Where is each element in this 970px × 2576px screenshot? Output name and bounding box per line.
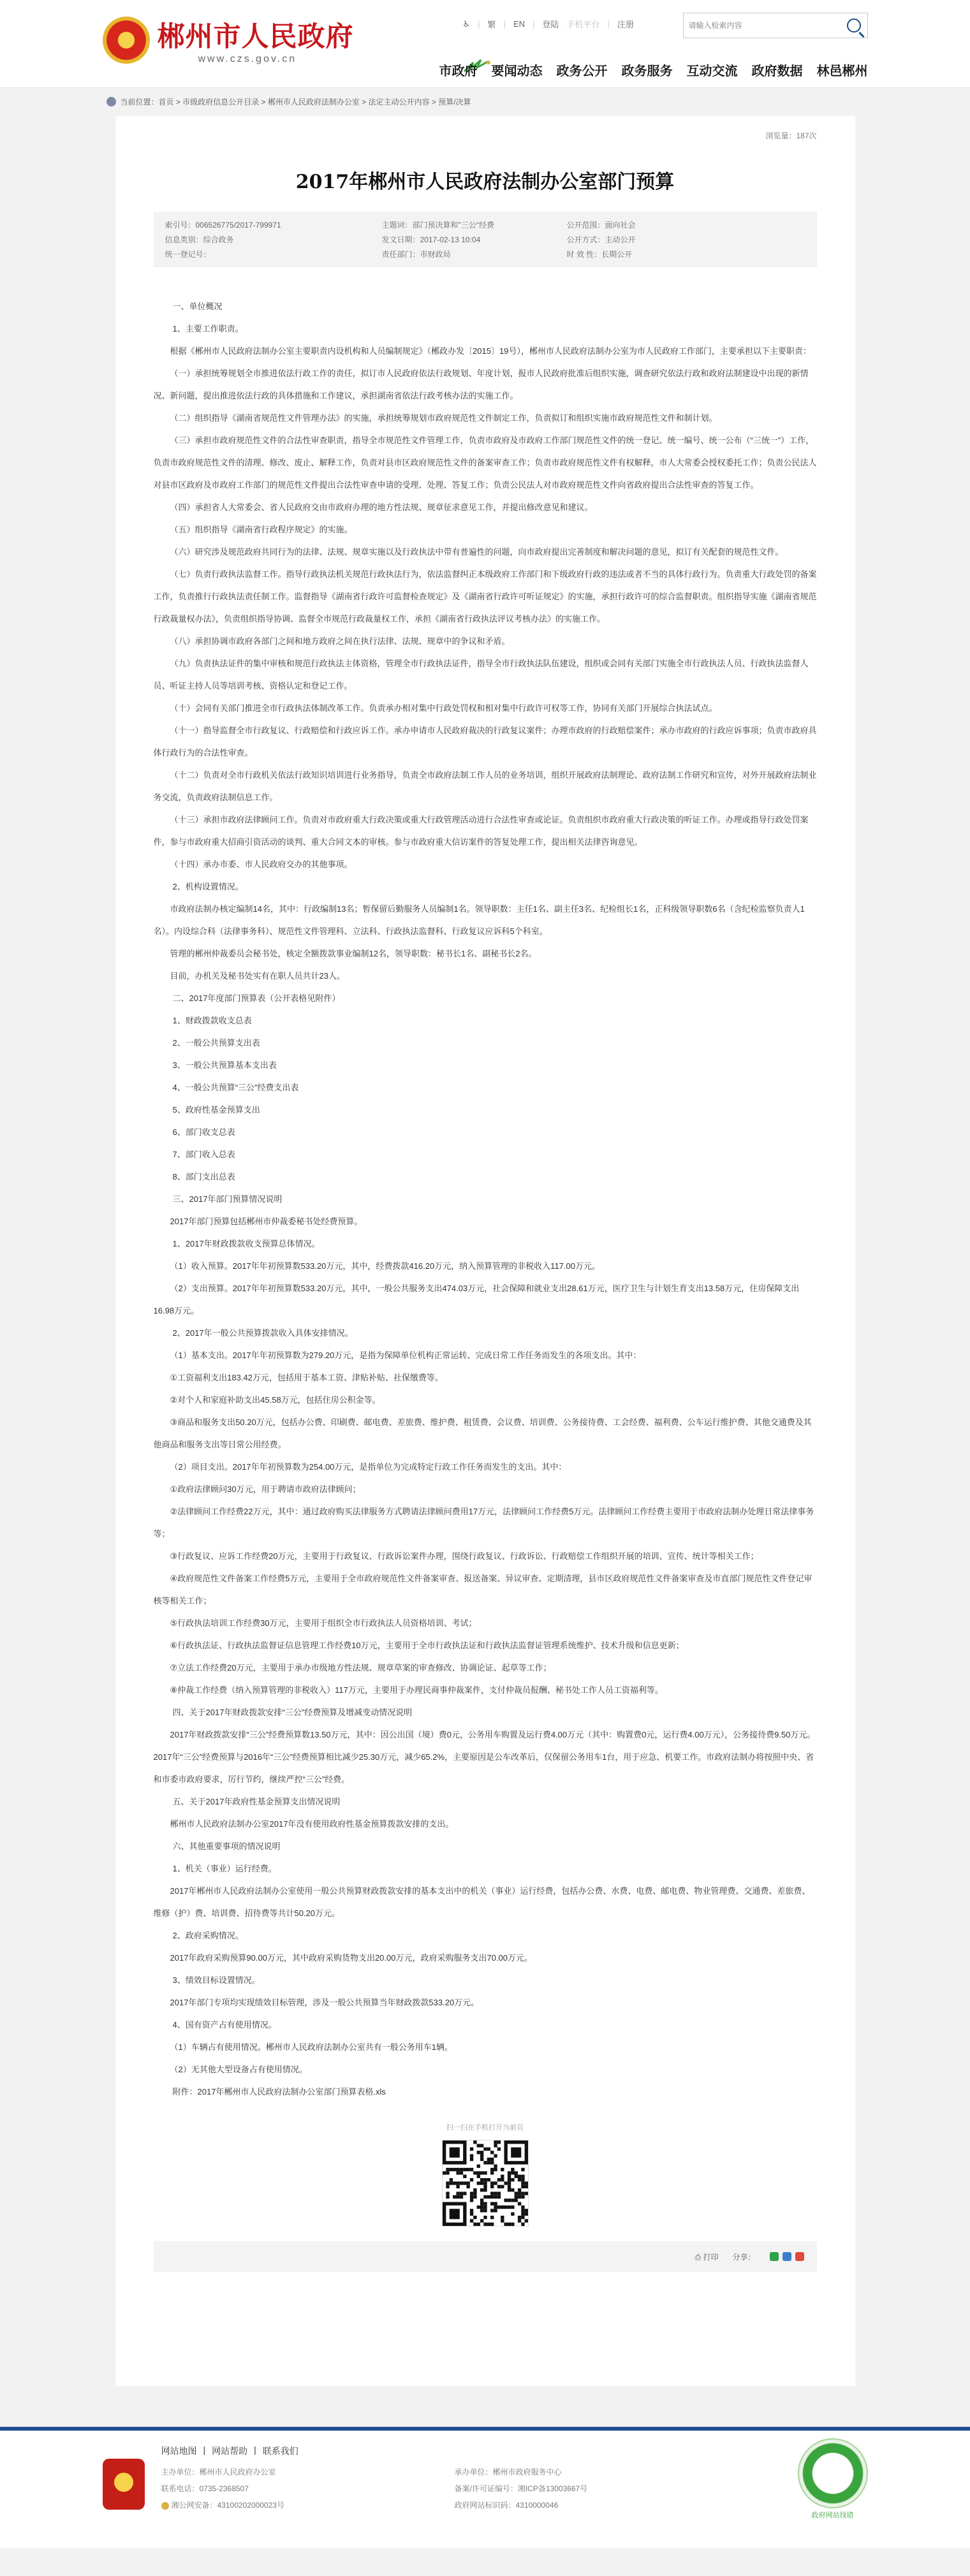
body-paragraph: 2、政府采购情况。 bbox=[172, 1931, 244, 1940]
site-footer bbox=[0, 2427, 970, 2548]
body-paragraph: 郴州市人民政府法制办公室2017年没有使用政府性基金预算拨款安排的支出。 bbox=[170, 1819, 454, 1829]
body-paragraph: 6、部门收支总表 bbox=[172, 1127, 235, 1137]
main-nav bbox=[439, 61, 868, 79]
body-paragraph: 一、单位概况 bbox=[172, 302, 223, 311]
body-paragraph: （十四）承办市委、市人民政府交办的其他事项。 bbox=[170, 860, 353, 869]
attachment-link[interactable]: 附件：2017年郴州市人民政府法制办公室部门预算表格.xls bbox=[172, 2087, 386, 2097]
body-paragraph: ②对个人和家庭补助支出45.58万元，包括住房公积金等。 bbox=[170, 1395, 381, 1405]
wechat-share-icon[interactable] bbox=[770, 2252, 779, 2261]
body-paragraph: （一）承担统筹规划全市推进依法行政工作的责任，拟订市人民政府依法行政规划、年度计划，报市人民政府批准后组织实施，调查研究依法行政和政府法制建设中出现的新情况、新问题，提出推进依法行政的具体措施和工作建议，承担湖南省依法行政考核办法的实施工作。 bbox=[153, 369, 809, 400]
footer-site-code: 政府网站标识码：4310000046 bbox=[454, 2501, 559, 2510]
footer-police-record[interactable]: 湘公网安备：43100202000023号 bbox=[171, 2501, 284, 2510]
body-paragraph: 1、机关（事业）运行经费。 bbox=[172, 1864, 277, 1873]
nav-item-data[interactable]: 政府数据 bbox=[751, 64, 803, 78]
body-paragraph: （十一）指导监督全市行政复议、行政赔偿和行政应诉工作。承办申请市人民政府裁决的行政复议案件；办理市政府的行政赔偿案件；承办市政府的行政应诉事项；负责市政府具体行政行为的合法性审查。 bbox=[153, 726, 817, 757]
body-paragraph: 目前，办机关及秘书处实有在职人员共计23人。 bbox=[170, 971, 345, 981]
body-paragraph: 管理的郴州仲裁委员会秘书处，核定全额拨款事业编制12名，领导职数：秘书长1名、副秘书长2名。 bbox=[170, 949, 537, 958]
body-paragraph: 2、2017年一般公共预算拨款收入具体安排情况。 bbox=[172, 1328, 353, 1338]
body-paragraph: （四）承担省人大常委会、省人民政府交由市政府办理的地方性法规、规章征求意见工作，并提出修改意见和建议。 bbox=[170, 502, 593, 512]
qr-section bbox=[154, 2122, 817, 2228]
body-paragraph: 二、2017年度部门预算表（公开表格见附件） bbox=[172, 993, 341, 1003]
footer-host: 主办单位：郴州市人民政府办公室 bbox=[161, 2468, 276, 2477]
breadcrumb bbox=[103, 88, 868, 116]
accessibility-icon[interactable]: ♿ bbox=[462, 18, 471, 29]
body-paragraph: 六、其他重要事项的情况说明 bbox=[172, 1841, 281, 1851]
footer-links: 网站地图 | 网站帮助 | 联系我们 bbox=[161, 2445, 298, 2456]
body-paragraph: （2）项目支出。2017年年初预算数为254.00万元，是指单位为完成特定行政工作任务而发生的支出。其中： bbox=[170, 1462, 567, 1472]
body-paragraph: 2、一般公共预算支出表 bbox=[172, 1038, 260, 1048]
body-paragraph: ①政府法律顾问30万元，用于聘请市政府法律顾问； bbox=[170, 1484, 361, 1494]
body-paragraph: 2017年财政拨款安排“三公”经费预算数13.50万元，其中：因公出国（境）费0元，公务用车购置及运行费4.00万元（其中：购置费0元，运行费4.00万元），公务接待费9.50万元。2017年“三公”经费预算与2016年“三公”经费预算相比减少25.30万元，减少65.2%，主要原因是公车改革后，仅保留公务用车1台，用于应急、机要工作。市政府法制办将按照中央、省和市委市政府要求，厉行节约，继续严控“三公”经费。 bbox=[153, 1730, 816, 1784]
meta-department: 责任部门：市财政局 bbox=[381, 250, 451, 259]
share-icons bbox=[770, 2252, 804, 2261]
nav-item-city-government[interactable]: 市政府 bbox=[439, 64, 478, 78]
body-paragraph: ④政府规范性文件备案工作经费5万元，主要用于全市政府规范性文件备案审查、报送备案、异议审查、定期清理，县市区政府规范性文件备案审查及市直部门规范性文件登记审核等相关工作； bbox=[153, 1574, 812, 1606]
body-paragraph: ⑦立法工作经费20万元，主要用于承办市级地方性法规、规章草案的审查修改、协调论证、起草等工作； bbox=[170, 1663, 552, 1672]
meta-category: 信息类别：综合政务 bbox=[165, 235, 234, 244]
body-paragraph: ⑤行政执法培训工作经费30万元，主要用于组织全市行政执法人员资格培训、考试； bbox=[170, 1618, 477, 1628]
body-paragraph: 1、主要工作职责。 bbox=[172, 324, 244, 333]
page-title: 2017年郴州市人民政府法制办公室部门预算 bbox=[295, 171, 675, 193]
body-paragraph: 4、国有资产占有使用情况。 bbox=[172, 2020, 277, 2030]
body-paragraph: 2017年郴州市人民政府法制办公室使用一般公共预算财政拨款安排的基本支出中的机关（事业）运行经费，包括办公费、水费、电费、邮电费、物业管理费、交通费、差旅费、维修（护）费、培训费、招待费等共计50.20万元。 bbox=[153, 1886, 811, 1918]
traditional-chinese-link[interactable]: 繁 bbox=[487, 20, 496, 29]
error-report-caption: 政府网站找错 bbox=[811, 2512, 854, 2519]
meta-scope: 公开范围：面向社会 bbox=[566, 221, 636, 230]
footer-organizer-info bbox=[455, 2464, 588, 2514]
site-header bbox=[0, 0, 970, 88]
body-paragraph: （2）支出预算。2017年年初预算数533.20万元，其中，一般公共服务支出474.03万元，社会保障和就业支出28.61万元，医疗卫生与计划生育支出13.58万元，住房保障支出16.98万元。 bbox=[153, 1284, 800, 1315]
printer-icon: ⎙ bbox=[694, 2252, 703, 2262]
meta-keywords: 主题词：部门预决算和"三公"经费 bbox=[381, 221, 495, 230]
search-icon[interactable] bbox=[847, 18, 861, 33]
body-paragraph: ③商品和服务支出50.20万元，包括办公费、印刷费、邮电费、差旅费、维护费、租赁费、会议费、培训费、公务接待费、工会经费、福利费、公车运行维护费、其他交通费及其他商品和服务支出等日常公用经费。 bbox=[153, 1417, 812, 1449]
search-input[interactable] bbox=[684, 13, 837, 38]
weibo-share-icon[interactable] bbox=[795, 2252, 804, 2261]
body-paragraph: 3、绩效目标设置情况。 bbox=[172, 1975, 260, 1985]
body-paragraph: （三）承担市政府规范性文件的合法性审查职责，指导全市规范性文件管理工作，负责市政府及市政府工作部门规范性文件的统一登记、统一编号、统一公布（“三统一”）工作，负责市政府规范性文件的清理、修改、废止、解释工作，负责对县市区政府规范性文件的备案审查工作；负责市政府规范性文件有权解释，市人大常委会授权委托工作；负责公民法人对县市区政府及市政府工作部门的规范性文件提出合法性审查申请的受理、处理、答复工作；负责公民法人对市政府规范性文件向省政府提出合法性审查的答复工作。 bbox=[153, 435, 817, 490]
body-paragraph: ③行政复议、应诉工作经费20万元，主要用于行政复议、行政诉讼案件办理，围绕行政复议、行政诉讼、行政赔偿工作组织开展的培训、宣传、统计等相关工作； bbox=[170, 1551, 759, 1561]
body-paragraph: 4、一般公共预算“三公”经费支出表 bbox=[172, 1083, 299, 1092]
police-badge-icon bbox=[161, 2502, 169, 2510]
footer-organizer: 承办单位：郴州市政府服务中心 bbox=[454, 2468, 562, 2477]
body-paragraph: （十二）负责对全市行政机关依法行政知识培训进行业务指导，负责全市政府法制工作人员的业务培训，组织开展政府法制理论、政府法制工作研究和宣传，对外开展政府法制业务交流，负责政府法制信息工作。 bbox=[153, 770, 817, 802]
body-paragraph: 1、2017年财政拨款收支预算总体情况。 bbox=[172, 1239, 320, 1248]
meta-validity: 时 效 性：长期公开 bbox=[566, 250, 633, 259]
article-body bbox=[154, 295, 817, 2103]
sitemap-link[interactable]: 网站地图 bbox=[161, 2446, 197, 2456]
article-card bbox=[115, 116, 855, 2386]
body-paragraph: （八）承担协调市政府各部门之间和地方政府之间在执行法律、法规、规章中的争议和矛盾。 bbox=[170, 636, 510, 646]
body-paragraph: 1、财政拨款收支总表 bbox=[172, 1016, 252, 1025]
body-paragraph: 三、2017年部门预算情况说明 bbox=[172, 1194, 283, 1204]
nav-item-interaction[interactable]: 互动交流 bbox=[686, 64, 738, 78]
english-link[interactable]: EN bbox=[513, 19, 525, 29]
location-pin-icon bbox=[107, 97, 116, 106]
body-paragraph: 五、关于2017年政府性基金预算支出情况说明 bbox=[172, 1797, 341, 1806]
article-toolbar bbox=[154, 2241, 817, 2272]
body-paragraph: （1）收入预算。2017年年初预算数533.20万元，其中，经费拨款416.20万元，纳入预算管理的非税收入117.00万元。 bbox=[170, 1261, 600, 1271]
share-label: 分享： bbox=[732, 2252, 756, 2262]
body-paragraph: 四、关于2017年财政拨款安排“三公”经费预算及增减变动情况说明 bbox=[172, 1708, 413, 1717]
footer-host-info bbox=[161, 2464, 284, 2514]
meta-index-number: 索引号：006526775/2017-799971 bbox=[165, 221, 281, 230]
meta-disclosure-method: 公开方式：主动公开 bbox=[566, 235, 636, 244]
government-site-error-report-icon[interactable] bbox=[798, 2438, 868, 2508]
login-link[interactable]: 登陆 bbox=[542, 20, 559, 29]
qzone-share-icon[interactable] bbox=[783, 2252, 791, 2261]
qr-caption: 扫一扫在手机打开当前页 bbox=[446, 2124, 524, 2132]
body-paragraph: ⑥行政执法证、行政执法监督证信息管理工作经费10万元，主要用于全市行政执法证和行政执法监督证管理系统维护、技术升级和信息更新； bbox=[170, 1641, 684, 1650]
document-meta bbox=[154, 212, 817, 267]
body-paragraph: 市政府法制办核定编制14名，其中：行政编制13名；暂保留后勤服务人员编制1名。领导职数：主任1名、副主任3名、纪检组长1名，正科级领导职数6名（含纪检监察负责人1名）。内设综合科（法律事务科）、规范性文件管理科、立法科、行政执法监督科、行政复议应诉科5个科室。 bbox=[153, 904, 805, 936]
body-paragraph: ⑧仲裁工作经费（纳入预算管理的非税收入）117万元，主要用于办理民商事仲裁案件，支付仲裁员报酬、秘书处工作人员工资福利等。 bbox=[170, 1685, 663, 1695]
body-paragraph: （十）会同有关部门推进全市行政执法体制改革工作。负责承办相对集中行政处罚权和相对集中行政许可权等工作，协同有关部门开展综合执法试点。 bbox=[170, 703, 717, 713]
body-paragraph: （六）研究涉及规范政府共同行为的法律、法规、规章实施以及行政执法中带有普遍性的问题，向市政府提出完善制度和解决问题的意见，拟订有关配套的规范性文件。 bbox=[170, 547, 784, 557]
party-government-badge-icon[interactable] bbox=[103, 2459, 145, 2510]
nav-item-linyi-chenzhou[interactable]: 林邑郴州 bbox=[816, 64, 868, 78]
register-link[interactable]: 注册 bbox=[617, 20, 634, 29]
body-paragraph: 5、政府性基金预算支出 bbox=[172, 1105, 260, 1115]
nav-item-public-affairs[interactable]: 政务公开 bbox=[556, 64, 608, 78]
body-paragraph: （2）无其他大型设备占有使用情况。 bbox=[170, 2065, 307, 2074]
view-count: 浏览量：187次 bbox=[765, 131, 817, 140]
contact-link[interactable]: 联系我们 bbox=[262, 2446, 298, 2456]
help-link[interactable]: 网站帮助 bbox=[212, 2446, 248, 2456]
body-paragraph: 8、部门支出总表 bbox=[172, 1172, 235, 1182]
mobile-platform-link[interactable]: 手机平台 bbox=[566, 20, 600, 29]
qr-code-icon bbox=[442, 2140, 529, 2227]
site-logo-url: www.czs.gov.cn bbox=[198, 54, 297, 64]
body-paragraph: （1）基本支出。2017年年初预算数为279.20万元，是指为保障单位机构正常运转、完成日常工作任务而发生的各项支出。其中： bbox=[170, 1350, 642, 1360]
breadcrumb-text[interactable]: 当前位置：首页 > 市级政府信息公开目录 > 郴州市人民政府法制办公室 > 法定主动公开内容 > 预算/决算 bbox=[120, 98, 471, 106]
body-paragraph: （九）负责执法证件的集中审核和规范行政执法主体资格，管理全市行政执法证件，指导全市行政执法队伍建设，组织或会同有关部门实施全市行政执法人员、行政执法监督人员、听证主持人员等培训考核、资格认定和登记工作。 bbox=[153, 659, 809, 691]
print-button[interactable]: ⎙ 打印 bbox=[694, 2252, 719, 2262]
body-paragraph: 2017年部门预算包括郴州市仲裁委秘书处经费预算。 bbox=[170, 1217, 363, 1226]
top-links: ♿ | 繁 | EN | 登陆 手机平台 | 注册 bbox=[462, 18, 634, 29]
national-emblem-icon bbox=[103, 17, 150, 64]
body-paragraph: （二）组织指导《湖南省规范性文件管理办法》的实施，承担统筹规划市政府规范性文件制定工作，负责拟订和组织实施市政府规范性文件和制计划。 bbox=[170, 413, 717, 423]
body-paragraph: ②法律顾问工作经费22万元，其中：通过政府购买法律服务方式聘请法律顾问费用17万元，法律顾问工作经费5万元。法律顾问工作经费主要用于市政府法制办处理日常法律事务等； bbox=[153, 1507, 814, 1539]
footer-phone: 联系电话：0735-2368507 bbox=[161, 2484, 249, 2493]
site-logo-title[interactable]: 郴州市人民政府 bbox=[157, 21, 354, 53]
body-paragraph: 3、一般公共预算基本支出表 bbox=[172, 1060, 277, 1070]
body-paragraph: 2017年部门专项均实现绩效目标管理，涉及一般公共预算当年财政拨款533.20万元。 bbox=[170, 1998, 480, 2007]
body-paragraph: 2017年政府采购预算90.00万元，其中政府采购货物支出20.00万元，政府采购服务支出70.00万元。 bbox=[170, 1953, 533, 1963]
meta-registration-number: 统一登记号： bbox=[165, 250, 211, 259]
body-paragraph: （十三）承担市政府法律顾问工作。负责对市政府重大行政决策或重大行政管理活动进行合法性审查或论证。负责组织市政府重大行政决策的听证工作。办理或指导行政处罚案件，参与市政府重大招商引资活动的谈判、重大合同文本的审核。参与市政府重大信访案件的答复处理工作，提出相关法律咨询意见。 bbox=[153, 815, 809, 847]
body-paragraph: （1）车辆占有使用情况。郴州市人民政府法制办公室共有一般公务用车1辆。 bbox=[170, 2042, 453, 2052]
nav-item-news[interactable]: 要闻动态 bbox=[491, 64, 543, 78]
body-paragraph: 7、部门收入总表 bbox=[172, 1150, 235, 1159]
body-paragraph: 根据《郴州市人民政府法制办公室主要职责内设机构和人员编制规定》（郴政办发〔2015〕19号），郴州市人民政府法制办公室为市人民政府工作部门，主要承担以下主要职责： bbox=[170, 346, 811, 356]
footer-icp[interactable]: 备案/许可证编号：湘ICP备13003667号 bbox=[454, 2484, 588, 2493]
meta-date: 发文日期：2017-02-13 10:04 bbox=[381, 235, 481, 244]
body-paragraph: （七）负责行政执法监督工作。指导行政执法机关规范行政执法行为，依法监督纠正本级政府工作部门和下级政府行政的违法或者不当的具体行政行为。负责重大行政处罚的备案工作，负责推行行政执法责任制工作。监督指导《湖南省行政许可监督检查规定》及《湖南省行政许可听证规定》的实施，承担行政许可的综合监督职责。组织指导实施《湖南省规范行政裁量权办法》，负责组织指导协调、监督全市规范行政裁量权工作，承担《湖南省行政执法评议考核办法》的实施工作。 bbox=[153, 569, 817, 624]
nav-item-services[interactable]: 政务服务 bbox=[621, 64, 673, 78]
body-paragraph: ①工资福利支出183.42万元，包括用于基本工资、津贴补贴、社保缴费等。 bbox=[170, 1373, 443, 1382]
search-box bbox=[683, 13, 868, 38]
body-paragraph: （五）组织指导《湖南省行政程序规定》的实施。 bbox=[170, 525, 353, 534]
body-paragraph: 2、机构设置情况。 bbox=[172, 882, 244, 891]
